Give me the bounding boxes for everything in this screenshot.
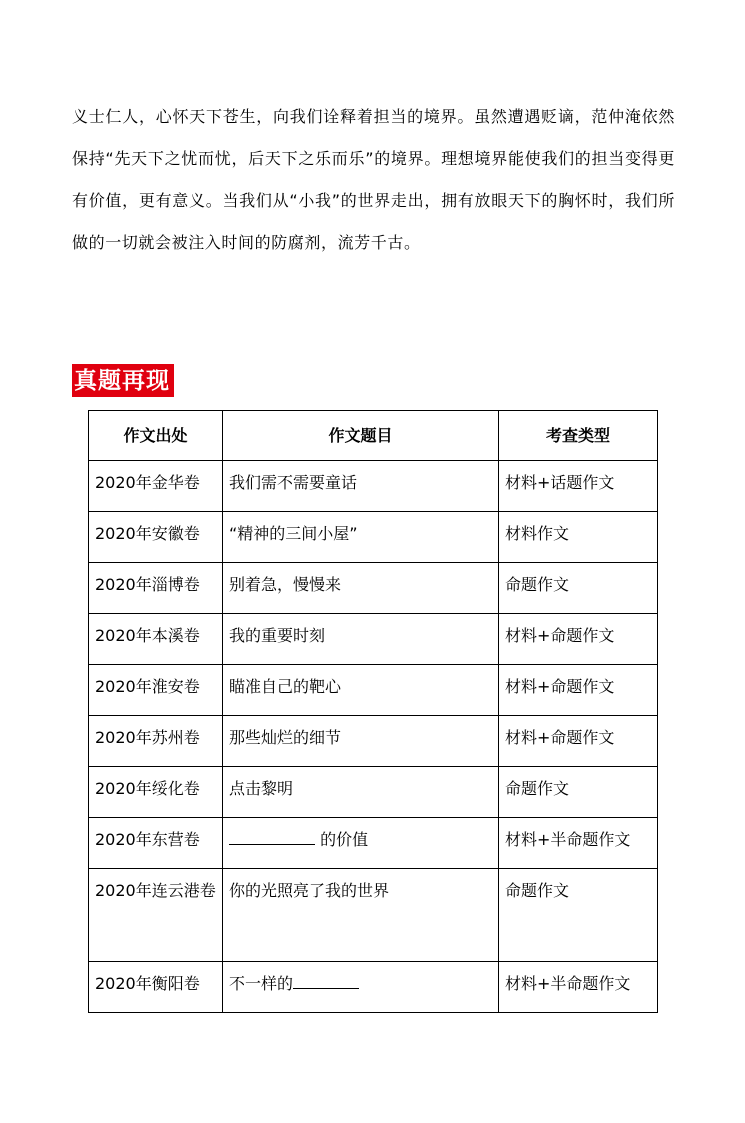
table-row <box>89 962 658 1013</box>
cell-source: 2020年淮安卷 <box>89 665 223 716</box>
cell-type: 材料+命题作文 <box>499 716 658 767</box>
cell-source: 2020年连云港卷 <box>89 869 223 962</box>
cell-title <box>223 962 499 1013</box>
title-prefix: 不一样的 <box>229 974 294 993</box>
table-row <box>89 716 658 767</box>
table-row <box>89 512 658 563</box>
table-row <box>89 614 658 665</box>
table-header-row <box>89 411 658 461</box>
cell-source: 2020年绥化卷 <box>89 767 223 818</box>
cell-source: 2020年金华卷 <box>89 461 223 512</box>
title-suffix: 的价值 <box>315 830 369 849</box>
cell-source: 2020年苏州卷 <box>89 716 223 767</box>
cell-type: 材料+半命题作文 <box>499 818 658 869</box>
cell-title: 点击黎明 <box>223 767 499 818</box>
cell-type: 材料+命题作文 <box>499 665 658 716</box>
cell-type: 材料+半命题作文 <box>499 962 658 1013</box>
fill-in-blank <box>229 828 315 845</box>
cell-title: 瞄准自己的靶心 <box>223 665 499 716</box>
column-header-source: 作文出处 <box>89 411 223 461</box>
cell-source: 2020年安徽卷 <box>89 512 223 563</box>
cell-type: 命题作文 <box>499 869 658 962</box>
cell-title <box>223 818 499 869</box>
cell-source: 2020年东营卷 <box>89 818 223 869</box>
cell-title: “精神的三间小屋” <box>223 512 499 563</box>
cell-title: 我的重要时刻 <box>223 614 499 665</box>
cell-type: 材料作文 <box>499 512 658 563</box>
cell-title: 别着急，慢慢来 <box>223 563 499 614</box>
cell-source: 2020年衡阳卷 <box>89 962 223 1013</box>
cell-type: 命题作文 <box>499 767 658 818</box>
table-row <box>89 665 658 716</box>
table-row <box>89 818 658 869</box>
cell-type: 材料+命题作文 <box>499 614 658 665</box>
cell-type: 命题作文 <box>499 563 658 614</box>
table-row <box>89 563 658 614</box>
exam-question-table <box>88 410 658 1013</box>
cell-title: 那些灿烂的细节 <box>223 716 499 767</box>
section-title: 真题再现 <box>72 364 174 397</box>
cell-title: 我们需不需要童话 <box>223 461 499 512</box>
table-row <box>89 869 658 962</box>
cell-source: 2020年淄博卷 <box>89 563 223 614</box>
column-header-title: 作文题目 <box>223 411 499 461</box>
column-header-type: 考查类型 <box>499 411 658 461</box>
fill-in-blank <box>293 972 359 989</box>
cell-title: 你的光照亮了我的世界 <box>223 869 499 962</box>
cell-source: 2020年本溪卷 <box>89 614 223 665</box>
cell-type: 材料+话题作文 <box>499 461 658 512</box>
table-row <box>89 767 658 818</box>
table-row <box>89 461 658 512</box>
body-paragraph: 义士仁人，心怀天下苍生，向我们诠释着担当的境界。虽然遭遇贬谪，范仲淹依然保持“先天下之忧而忧，后天下之乐而乐”的境界。理想境界能使我们的担当变得更有价值，更有意义。当我们从“小我”的世界走出，拥有放眼天下的胸怀时，我们所做的一切就会被注入时间的防腐剂，流芳千古。 <box>72 107 675 252</box>
